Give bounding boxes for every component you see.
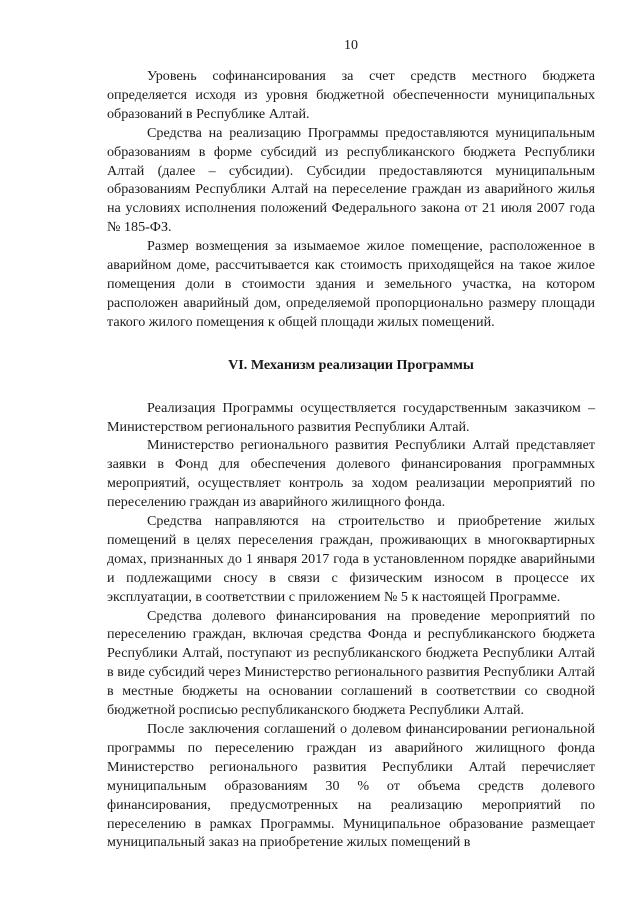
- document-body: [107, 67, 595, 852]
- paragraph-ministry-applications: Министерство регионального развития Республики Алтай представляет заявки в Фонд для обеспечения долевого финансирования программных мероприятий, осуществляет контроль за ходом реализации мероприятий по переселению граждан из аварийного жилищного фонда.: [107, 437, 595, 511]
- paragraph-funds-direction: Средства направляются на строительство и приобретение жилых помещений в целях переселения граждан, проживающих в многоквартирных домах, признанных до 1 января 2017 года в установленном порядке аварийными и подлежащими сносу в связи с физическим износом в процессе их эксплуатации, в соответствии с приложением № 5 к настоящей Программе.: [107, 513, 595, 605]
- paragraph-shared-financing: Средства долевого финансирования на проведение мероприятий по переселению граждан, включая средства Фонда и республиканского бюджета Республики Алтай, поступают из республиканского бюджета Республики Алтай в виде субсидий через Министерство регионального развития Республики Алтай в местные бюджеты на основании соглашений в соответствии со сводной бюджетной росписью республиканского бюджета Республики Алтай.: [107, 607, 595, 719]
- paragraph-program-implementation: Реализация Программы осуществляется государственным заказчиком – Министерством регионального развития Республики Алтай.: [107, 399, 595, 435]
- paragraph-compensation-amount: Размер возмещения за изымаемое жилое помещение, расположенное в аварийном доме, рассчитывается как стоимость приходящейся на такое жилое помещения доли в стоимости здания и земельного участка, на котором расположен аварийный дом, определяемой пропорционально размеру площади такого жилого помещения к общей площади жилых помещений.: [107, 238, 595, 330]
- paragraph-program-funds: Средства на реализацию Программы предоставляются муниципальным образованиям в форме субсидий из республиканского бюджета Республики Алтай (далее – субсидии). Субсидии предоставляются муниципальным образованиям Республики Алтай на переселение граждан из аварийного жилья на условиях исполнения положений Федерального закона от 21 июля 2007 года № 185-ФЗ.: [107, 124, 595, 236]
- paragraph-agreement-transfer: После заключения соглашений о долевом финансировании региональной программы по переселению граждан из аварийного жилищного фонда Министерство регионального развития Республики Алтай перечисляет муниципальным образованиям 30 % от объема средств долевого финансирования, предусмотренных на реализацию мероприятий по переселению в рамках Программы. Муниципальное образование размещает муниципальный заказ на приобретение жилых помещений в: [107, 721, 595, 851]
- paragraph-cofinancing-level: Уровень софинансирования за счет средств местного бюджета определяется исходя из уровня бюджетной обеспеченности муниципальных образований в Республике Алтай.: [107, 68, 595, 122]
- page-number: 10: [344, 38, 358, 53]
- section-heading: VI. Механизм реализации Программы: [228, 356, 474, 373]
